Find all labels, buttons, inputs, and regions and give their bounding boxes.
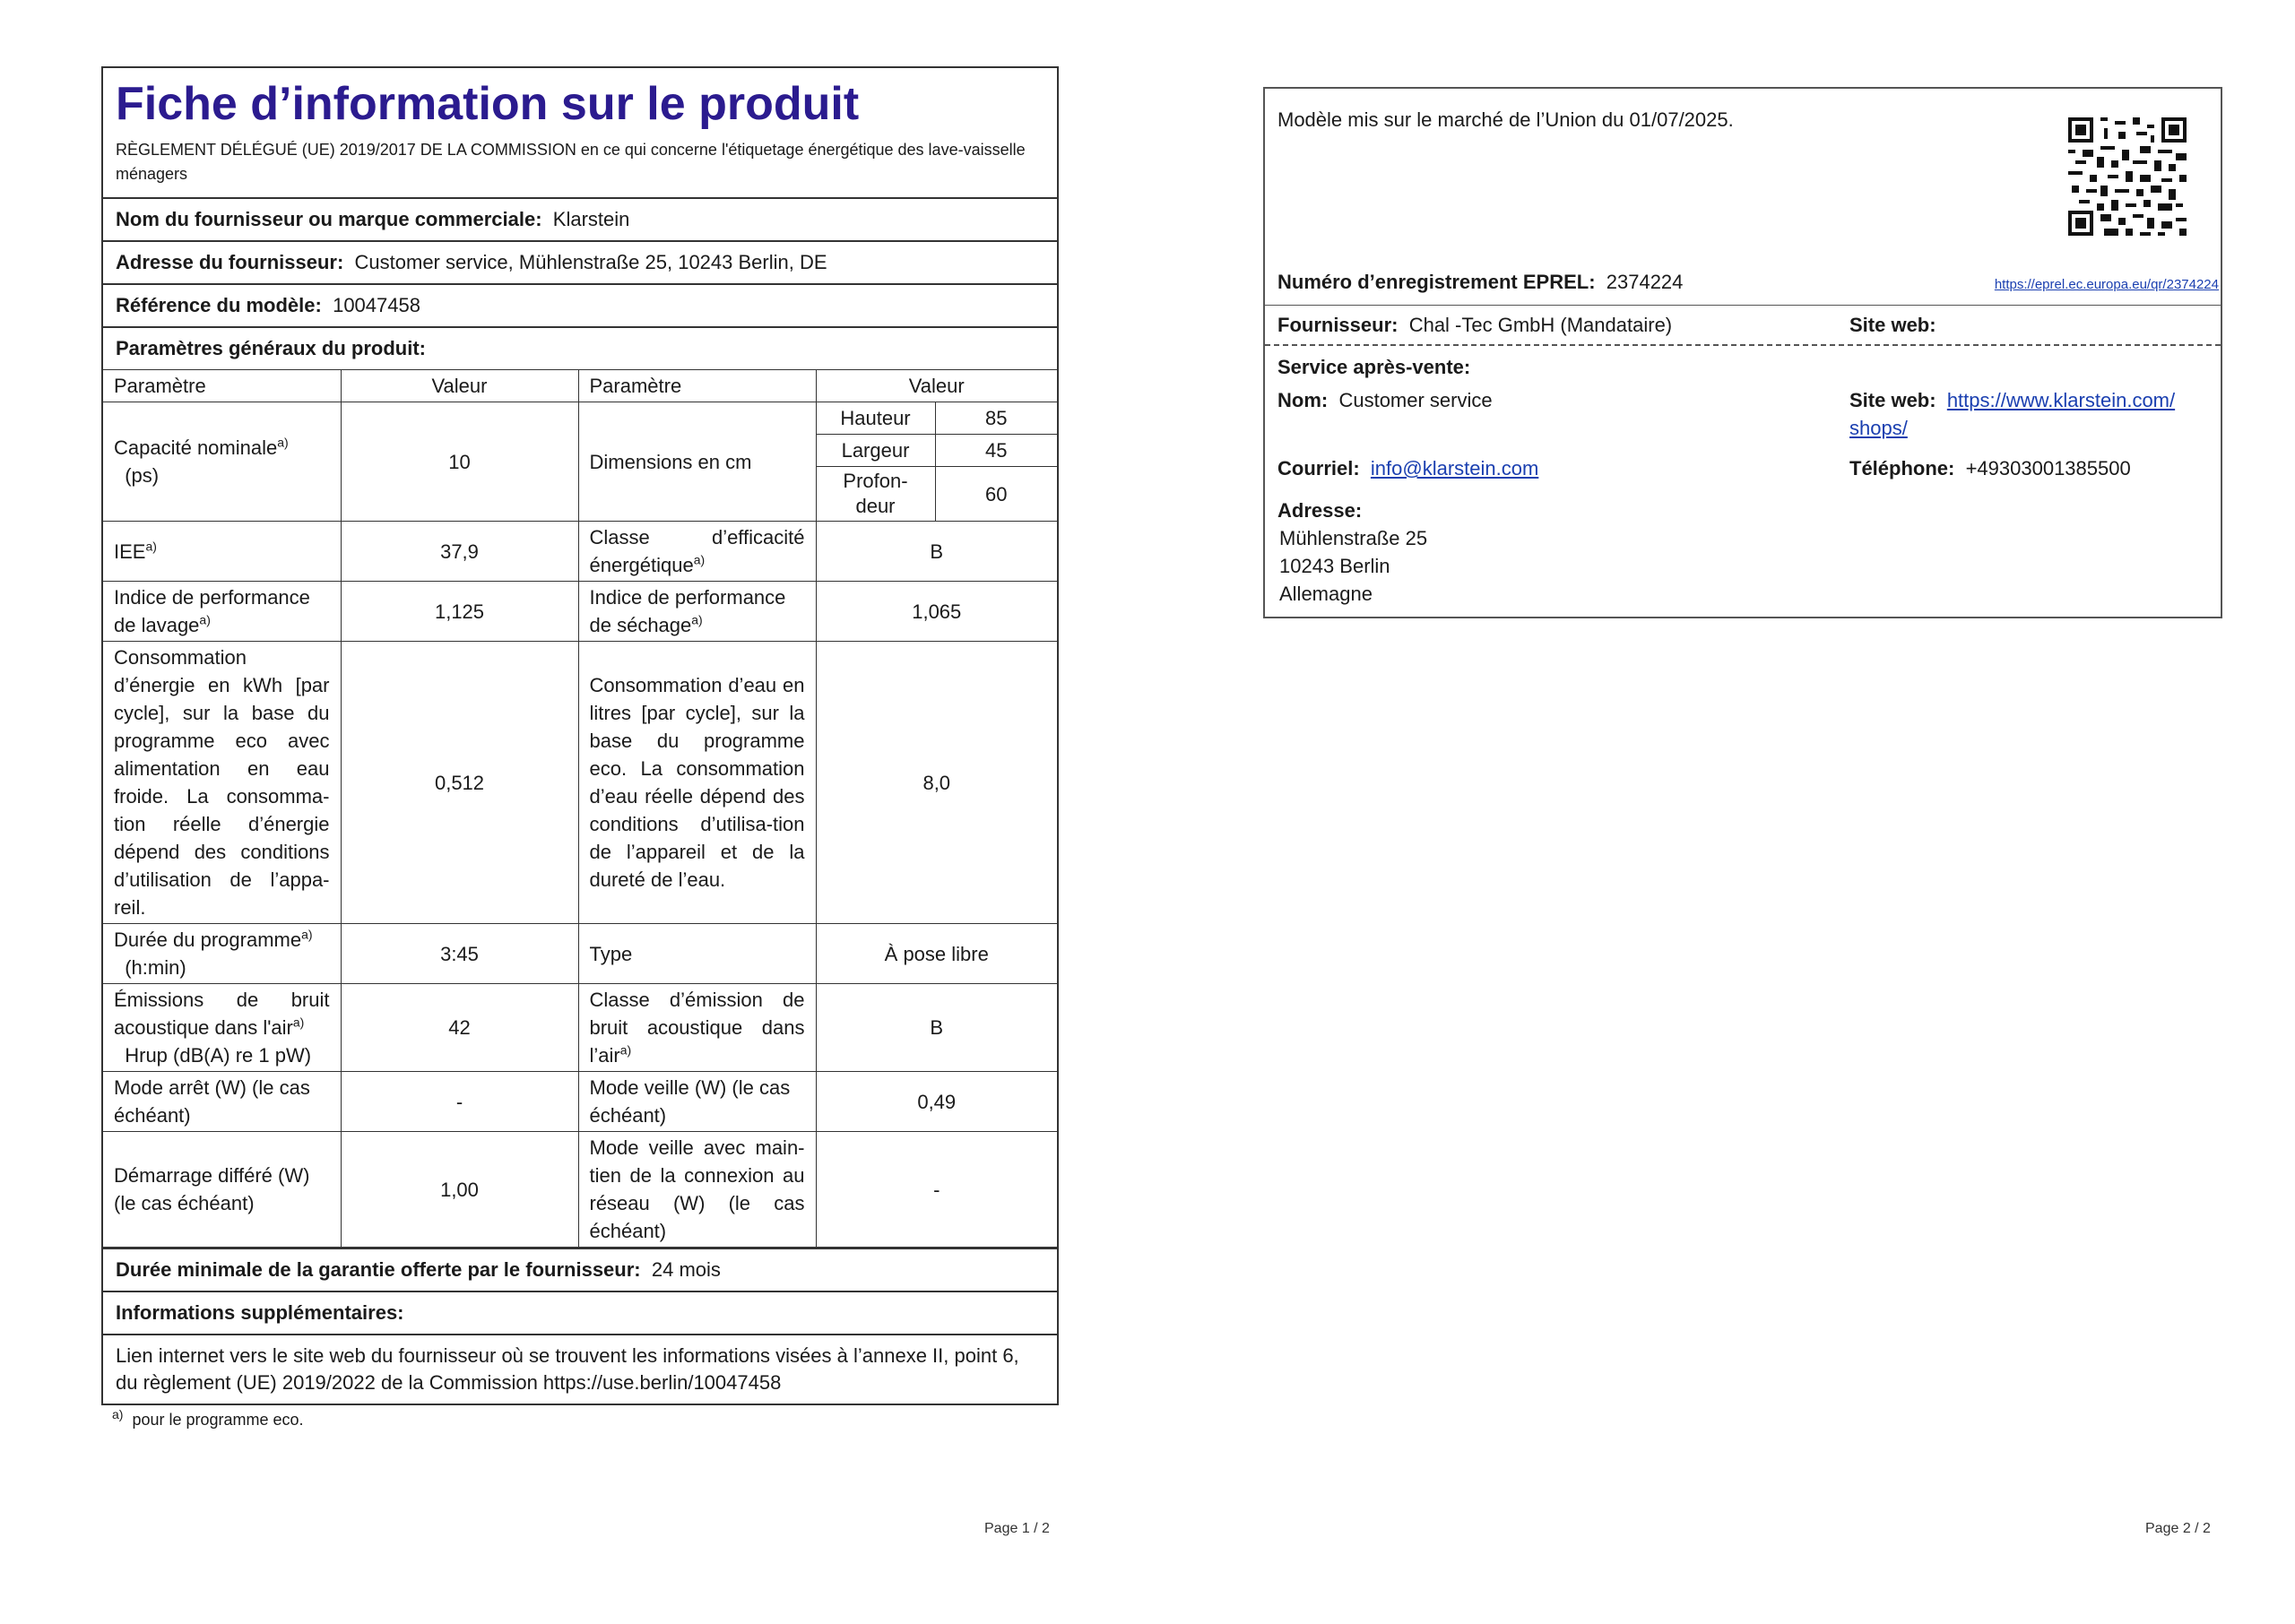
service-web-label: Site web: [1849,389,1936,411]
guarantee-value: 24 mois [651,1258,721,1281]
standby-label: Mode veille (W) (le cas échéant) [578,1072,816,1132]
service-row [1265,346,2221,381]
phone-value: +49303001385500 [1965,457,2131,479]
standby-value: 0,49 [816,1072,1057,1132]
service-label: Service après-vente: [1277,356,1471,378]
table-row [103,642,1057,924]
phone-label: Téléphone: [1849,457,1955,479]
water-consumption-label: Consommation d’eau en litres [par cycle], sur la base du programme eco. La consommation d’eau réelle dépend des conditions d’utilisa-tion de l’appareil et de la dureté de l’eau. [578,642,816,924]
delay-start-label: Démarrage différé (W) (le cas échéant) [103,1132,341,1248]
contact-row [1265,449,2221,488]
service-web-link[interactable]: https://www.klarstein.com/ [1946,389,2176,411]
product-sheet-page-1 [101,66,1059,1430]
page-title: Fiche d’information sur le produit [116,78,860,130]
duration-value: 3:45 [341,924,578,984]
header-param: Paramètre [103,370,341,402]
supplier-address-label: Adresse du fournisseur: [116,251,344,273]
wash-index-value: 1,125 [341,582,578,642]
capacity-value: 10 [341,402,578,522]
wash-index-label-cell: Indice de performance de lavage$^{a)}$ [103,582,341,642]
model-reference-row [103,285,1057,328]
guarantee-label: Durée minimale de la garantie offerte par le fournisseur: [116,1258,641,1281]
dry-index-value: 1,065 [816,582,1057,642]
page-number-1: Page 1 / 2 [984,1521,1050,1536]
service-web-link-cont[interactable]: shops/ [1849,417,1908,439]
supplier-name-row [103,199,1057,242]
off-mode-label: Mode arrêt (W) (le cas échéant) [103,1072,341,1132]
header-param-2: Paramètre [578,370,816,402]
energy-consumption-label: Consommation d’énergie en kWh [par cycle], sur la base du programme eco avec alimentation en eau froide. La consomma-tion réelle d’énergie dépend des conditions d’utilisation de l’appa-reil. [103,642,341,924]
noise-value: 42 [341,984,578,1072]
energy-class-value: B [816,522,1057,582]
eprel-label: Numéro d’enregistrement EPREL: [1277,271,1596,293]
dry-index-label-cell: Indice de performance de séchage$^{a)}$ [578,582,816,642]
supplier-address-row [103,242,1057,285]
guarantee-row [103,1248,1057,1292]
service-name-row [1265,381,2221,449]
product-sheet-box [101,66,1059,1248]
address-block [1265,488,2221,617]
networked-standby-label: Mode veille avec main-tien de la connexion au réseau (W) (le cas échéant) [578,1132,816,1248]
supplier-row [1265,306,2221,346]
market-date: Modèle mis sur le marché de l’Union du 01/07/2025. [1277,108,1734,131]
supplier-value: Chal -Tec GmbH (Mandataire) [1408,314,1673,336]
noise-label-cell: Émissions de bruit acoustique dans l'air$^{a)}$ Hrup (dB(A) re 1 pW) [103,984,341,1072]
table-row [103,1132,1057,1248]
additional-info-text: Lien internet vers le site web du fournisseur où se trouvent les informations visées à l’annexe II, point 6, du règlement (UE) 2019/2022 de la Commission https://use.berlin/10047458 [116,1344,1019,1394]
product-sheet-page-2 [1263,87,2222,618]
footnote-mark: a) [112,1407,124,1421]
table-row [103,984,1057,1072]
iee-value: 37,9 [341,522,578,582]
table-header-row [103,370,1057,402]
address-line-2: 10243 Berlin [1279,555,1390,577]
regulation-subtitle: RÈGLEMENT DÉLÉGUÉ (UE) 2019/2017 DE LA COMMISSION en ce qui concerne l'étiquetage énergétique des lave-vaisselle ménagers [116,141,1026,183]
eprel-number: 2374224 [1606,271,1684,293]
model-reference-label: Référence du modèle: [116,294,322,316]
noise-class-value: B [816,984,1057,1072]
parameters-table [103,370,1057,1248]
supplier-name-label: Nom du fournisseur ou marque commerciale: [116,208,542,230]
energy-consumption-value: 0,512 [341,642,578,924]
delay-start-value: 1,00 [341,1132,578,1248]
noise-class-label-cell: Classe d’émission de bruit acoustique dans l’air$^{a)}$ [578,984,816,1072]
address-label: Adresse: [1277,499,1363,522]
type-label: Type [578,924,816,984]
table-row [103,582,1057,642]
supplier-address-value: Customer service, Mühlenstraße 25, 10243 Berlin, DE [354,251,827,273]
header-value: Valeur [341,370,578,402]
duration-label-cell: Durée du programme$^{a)}$ (h:min) [103,924,341,984]
email-label: Courriel: [1277,457,1360,479]
table-row [103,924,1057,984]
supplier-label: Fournisseur: [1277,314,1399,336]
networked-standby-value: - [816,1132,1057,1248]
energy-class-label-cell: Classe d’efficacité énergétique$^{a)}$ [578,522,816,582]
eprel-link[interactable]: https://eprel.ec.europa.eu/qr/2374224 [1994,277,2219,292]
water-consumption-value: 8,0 [816,642,1057,924]
name-value: Customer service [1338,389,1493,411]
height-label: Hauteur [816,402,935,435]
market-eprel-section [1265,89,2221,306]
capacity-label-cell: Capacité nominale$^{a)}$ (ps) [103,402,341,522]
table-row [103,402,1057,435]
width-label: Largeur [816,435,935,467]
off-mode-value: - [341,1072,578,1132]
qr-code-icon[interactable] [2068,117,2187,236]
depth-value: 60 [935,467,1057,522]
page-number-2: Page 2 / 2 [2145,1521,2211,1536]
additional-info-label: Informations supplémentaires: [116,1301,404,1324]
width-value: 45 [935,435,1057,467]
email-link[interactable]: info@klarstein.com [1370,457,1539,479]
address-line-1: Mühlenstraße 25 [1279,527,1428,549]
general-params-label: Paramètres généraux du produit: [116,337,426,359]
address-line-3: Allemagne [1279,583,1373,605]
bottom-box [101,1248,1059,1405]
footnote-text: pour le programme eco. [132,1411,304,1429]
additional-info-row [103,1292,1057,1335]
website-label: Site web: [1849,314,1936,336]
height-value: 85 [935,402,1057,435]
header-value-2: Valeur [816,370,1057,402]
table-row [103,522,1057,582]
general-params-row [103,328,1057,370]
model-reference-value: 10047458 [333,294,420,316]
supplier-name-value: Klarstein [552,208,630,230]
table-row [103,1072,1057,1132]
title-block [103,68,1057,199]
type-value: À pose libre [816,924,1057,984]
dimensions-label: Dimensions en cm [578,402,816,522]
depth-label: Profon-deur [816,467,935,522]
name-label: Nom: [1277,389,1329,411]
iee-label-cell: IEE$^{a)}$ [103,522,341,582]
eprel-row [1277,269,2219,296]
footnote [101,1407,1059,1430]
